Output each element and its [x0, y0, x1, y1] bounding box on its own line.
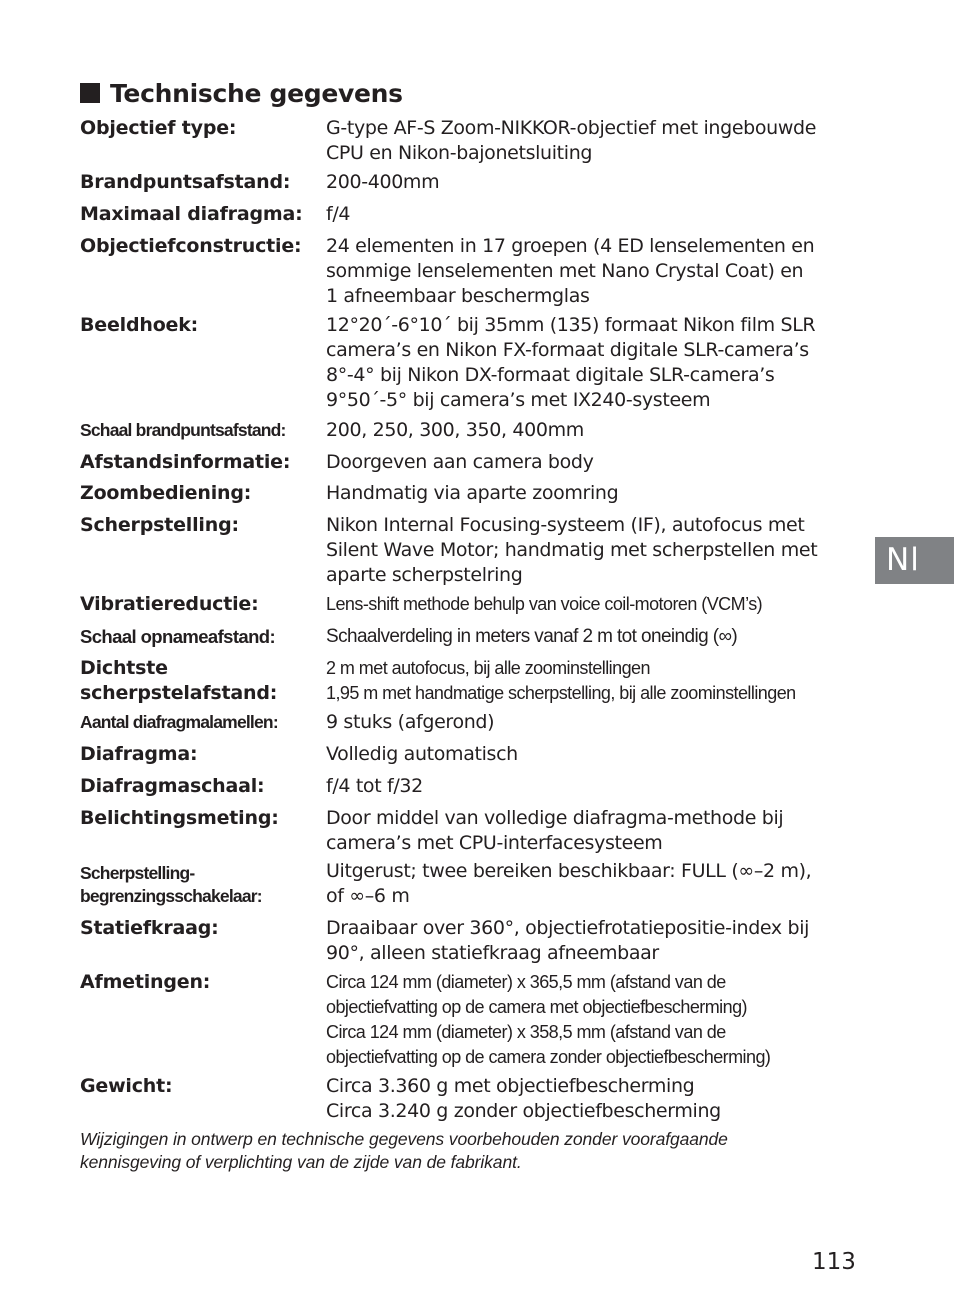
spec-row-objectiefconstructie	[80, 234, 860, 313]
spec-row-beeldhoek	[80, 313, 860, 418]
spec-row-scherpstelling	[80, 513, 860, 592]
page-number: 113	[812, 1249, 856, 1275]
spec-value: Uitgerust; twee bereiken beschikbaar: FULL (∞–2 m), of ∞–6 m	[326, 860, 812, 907]
spec-table	[80, 116, 860, 1128]
spec-value: Volledig automatisch	[326, 743, 518, 765]
spec-row-brandpuntsafstand	[80, 170, 860, 202]
disclaimer-footnote: Wijzigingen in ontwerp en technische gegevens voorbehouden zonder voorafgaande kennisgeving of verplichting van de zijde van de fabrikant.	[80, 1129, 728, 1172]
spec-value: 2 m met autofocus, bij alle zoominstellingen 1,95 m met handmatige scherpstelling, bij alle zoominstellingen	[326, 658, 796, 703]
spec-value: Handmatig via aparte zoomring	[326, 482, 619, 504]
spec-label: Diafragmaschaal:	[80, 775, 265, 797]
spec-label: Objectief type:	[80, 117, 237, 139]
spec-row-schaal-opnameafstand	[80, 624, 860, 656]
spec-value: Circa 124 mm (diameter) x 365,5 mm (afstand van de objectiefvatting op de camera met objectiefbescherming) Circa 124 mm (diameter) x 358,5 mm (afstand van de objectiefvatting op de camera zonder objectiefbescherming)	[326, 972, 771, 1067]
spec-row-statiefkraag	[80, 916, 860, 970]
spec-row-zoombediening	[80, 481, 860, 513]
spec-row-scherpstelling-begrenzing	[80, 859, 860, 916]
spec-label: Scherpstelling- begrenzingsschakelaar:	[80, 863, 262, 906]
spec-label: Belichtingsmeting:	[80, 807, 279, 829]
spec-label: Gewicht:	[80, 1075, 173, 1097]
spec-label: Aantal diafragmalamellen:	[80, 712, 278, 732]
spec-row-maximaal-diafragma	[80, 202, 860, 234]
spec-value: Nikon Internal Focusing-systeem (IF), autofocus met Silent Wave Motor; handmatig met scherpstellen met aparte scherpstelring	[326, 514, 818, 586]
spec-label: Afstandsinformatie:	[80, 451, 291, 473]
spec-value: 200-400mm	[326, 171, 440, 193]
spec-label: Brandpuntsafstand:	[80, 171, 291, 193]
spec-label: Schaal brandpuntsafstand:	[80, 420, 286, 440]
spec-row-aantal-diafragmalamellen	[80, 710, 860, 742]
spec-label: Objectiefconstructie:	[80, 235, 302, 257]
spec-label: Schaal opnameafstand:	[80, 626, 276, 647]
spec-value: Schaalverdeling in meters vanaf 2 m tot oneindig (∞)	[326, 626, 738, 647]
spec-label: Maximaal diafragma:	[80, 203, 303, 225]
spec-label: Afmetingen:	[80, 971, 211, 993]
spec-value: Doorgeven aan camera body	[326, 451, 594, 473]
spec-label: Dichtste scherpstelafstand:	[80, 657, 278, 704]
spec-value: 9 stuks (afgerond)	[326, 711, 495, 733]
spec-row-vibratiereductie	[80, 592, 860, 624]
spec-value: 24 elementen in 17 groepen (4 ED lenselementen en sommige lenselementen met Nano Crystal Coat) en 1 afneembaar beschermglas	[326, 235, 815, 307]
spec-row-dichtste-scherpstelafstand	[80, 656, 860, 710]
spec-row-objectief-type	[80, 116, 860, 170]
spec-value: f/4 tot f/32	[326, 775, 423, 797]
spec-row-afstandsinformatie	[80, 450, 860, 481]
spec-row-gewicht	[80, 1074, 860, 1128]
language-tab: Nl	[875, 537, 954, 584]
spec-row-diafragmaschaal	[80, 774, 860, 806]
square-bullet-icon	[80, 83, 100, 103]
spec-value: 200, 250, 300, 350, 400mm	[326, 419, 584, 441]
section-title: Technische gegevens	[110, 78, 403, 108]
spec-label: Vibratiereductie:	[80, 593, 259, 615]
spec-row-belichtingsmeting	[80, 806, 860, 859]
spec-value: Door middel van volledige diafragma-methode bij camera’s met CPU-interfacesysteem	[326, 807, 784, 854]
spec-row-schaal-brandpuntsafstand	[80, 418, 860, 450]
spec-value: Circa 3.360 g met objectiefbescherming Circa 3.240 g zonder objectiefbescherming	[326, 1075, 721, 1122]
spec-value: Lens-shift methode behulp van voice coil-motoren (VCM’s)	[326, 594, 763, 614]
spec-row-diafragma	[80, 742, 860, 774]
spec-label: Scherpstelling:	[80, 514, 239, 536]
spec-value: G-type AF-S Zoom-NIKKOR-objectief met ingebouwde CPU en Nikon-bajonetsluiting	[326, 117, 817, 164]
section-heading	[80, 76, 403, 110]
spec-value: 12°20´-6°10´ bij 35mm (135) formaat Nikon film SLR camera’s en Nikon FX-formaat digitale SLR-camera’s 8°-4° bij Nikon DX-formaat digitale SLR-camera’s 9°50´-5° bij camera’s met IX240-systeem	[326, 314, 816, 411]
spec-value: f/4	[326, 203, 351, 225]
spec-row-afmetingen	[80, 970, 860, 1074]
spec-label: Zoombediening:	[80, 482, 252, 504]
spec-value: Draaibaar over 360°, objectiefrotatiepositie-index bij 90°, alleen statiefkraag afneembaar	[326, 917, 810, 964]
spec-label: Statiefkraag:	[80, 917, 219, 939]
spec-label: Beeldhoek:	[80, 314, 199, 336]
spec-label: Diafragma:	[80, 743, 198, 765]
